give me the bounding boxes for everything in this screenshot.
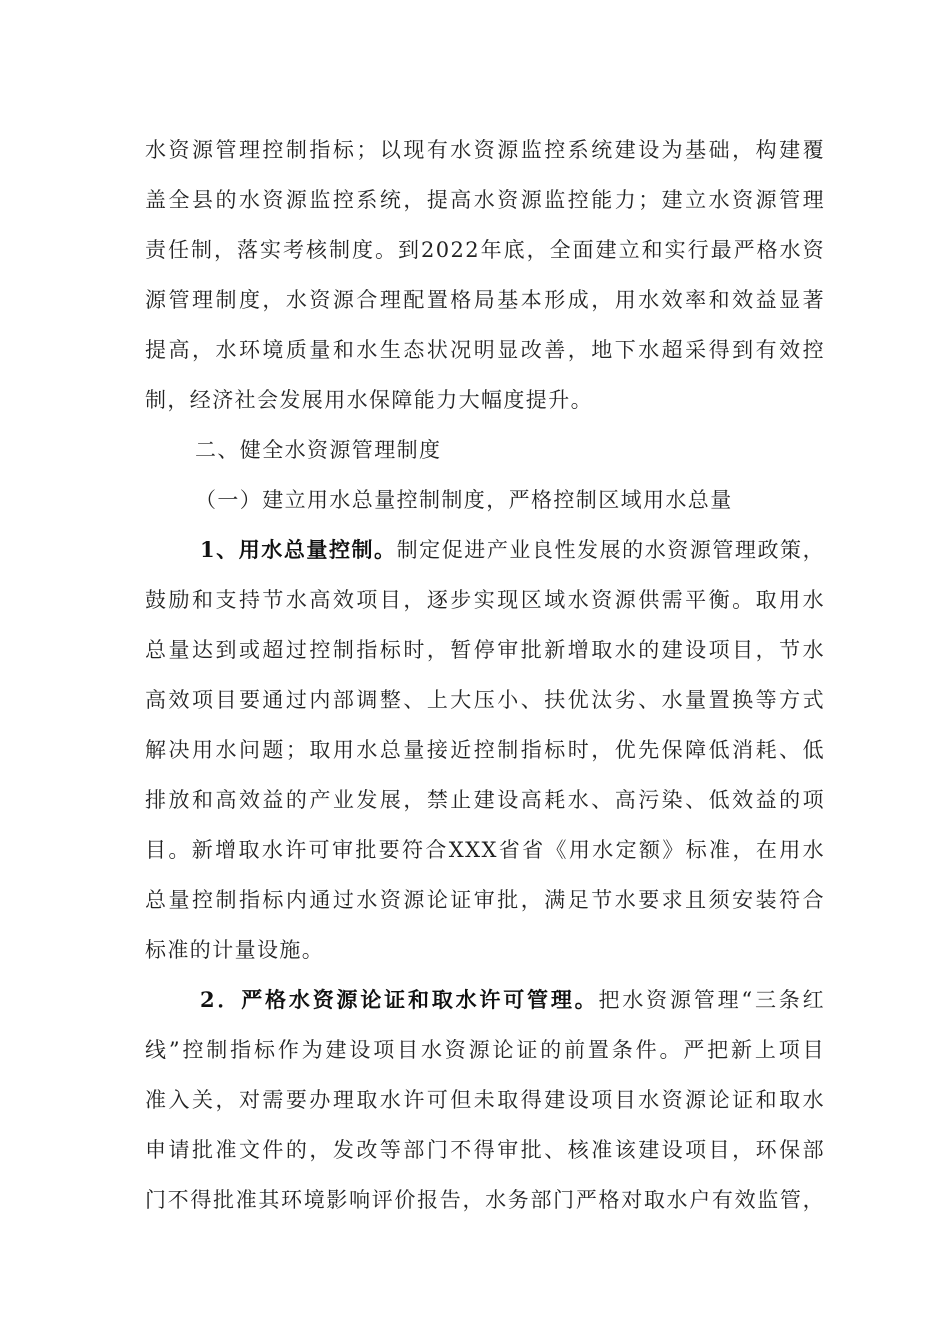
paragraph-line: 源管理制度，水资源合理配置格局基本形成，用水效率和效益显著 (145, 288, 825, 312)
item1-first-line-text: 制定促进产业良性发展的水资源管理政策， (396, 538, 825, 562)
paragraph-line: 总量控制指标内通过水资源论证审批，满足节水要求且须安装符合 (145, 888, 825, 912)
section-heading: 二、健全水资源管理制度 (195, 438, 442, 462)
paragraph-line: 目。新增取水许可审批要符合XXX省省《用水定额》标准，在用水 (145, 838, 825, 862)
item2-first-line (200, 980, 825, 1020)
paragraph-line: 标准的计量设施。 (145, 938, 325, 962)
paragraph-line: 鼓励和支持节水高效项目，逐步实现区域水资源供需平衡。取用水 (145, 588, 825, 612)
item1-title: 1、用水总量控制。 (200, 537, 397, 562)
paragraph-line: 解决用水问题；取用水总量接近控制指标时，优先保障低消耗、低 (145, 738, 825, 762)
paragraph-line: 责任制，落实考核制度。到2022年底，全面建立和实行最严格水资 (145, 238, 825, 262)
paragraph-line: 提高，水环境质量和水生态状况明显改善，地下水超采得到有效控 (145, 338, 825, 362)
paragraph-line: 高效项目要通过内部调整、上大压小、扶优汰劣、水量置换等方式 (145, 688, 825, 712)
paragraph-line: 水资源管理控制指标；以现有水资源监控系统建设为基础，构建覆 (145, 138, 825, 162)
paragraph-line: 制，经济社会发展用水保障能力大幅度提升。 (145, 388, 593, 412)
paragraph-line: 申请批准文件的，发改等部门不得审批、核准该建设项目，环保部 (145, 1138, 825, 1162)
subsection-heading: （一）建立用水总量控制制度，严格控制区域用水总量 (195, 488, 733, 512)
paragraph-line: 线”控制指标作为建设项目水资源论证的前置条件。严把新上项目 (145, 1038, 825, 1062)
paragraph-line: 盖全县的水资源监控系统，提高水资源监控能力；建立水资源管理 (145, 188, 825, 212)
paragraph-line: 门不得批准其环境影响评价报告，水务部门严格对取水户有效监管， (145, 1188, 825, 1212)
paragraph-line: 总量达到或超过控制指标时，暂停审批新增取水的建设项目，节水 (145, 638, 825, 662)
paragraph-line: 准入关，对需要办理取水许可但未取得建设项目水资源论证和取水 (145, 1088, 825, 1112)
item1-first-line (200, 530, 825, 570)
item2-title: 2．严格水资源论证和取水许可管理。 (200, 987, 599, 1012)
item2-first-line-text: 把水资源管理“三条红 (598, 988, 825, 1012)
paragraph-line: 排放和高效益的产业发展，禁止建设高耗水、高污染、低效益的项 (145, 788, 825, 812)
